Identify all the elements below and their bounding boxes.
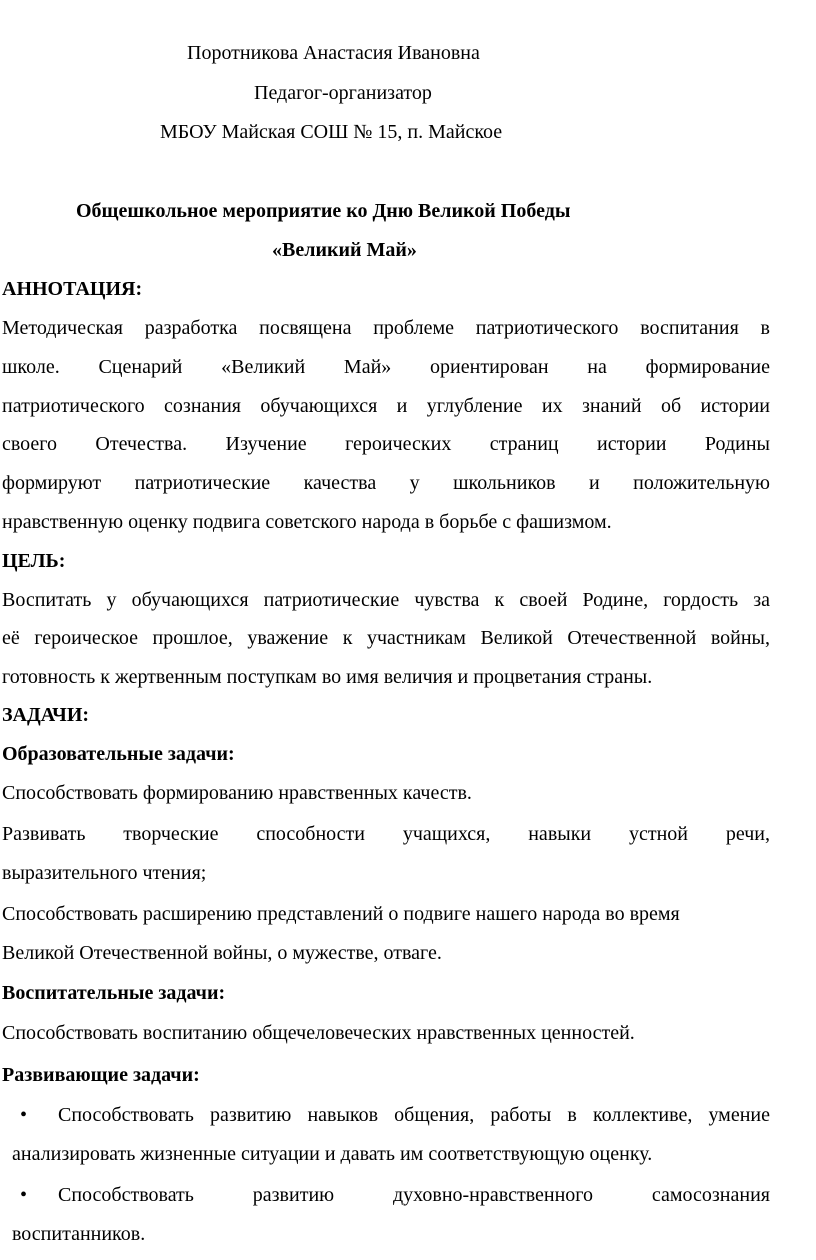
event-subtitle: «Великий Май»: [272, 239, 417, 261]
educational-task-item-cont: Великой Отечественной войны, о мужестве, отваге.: [2, 942, 442, 964]
annotation-line: своего Отечества. Изучение героических страниц истории Родины: [2, 433, 770, 455]
educational-task-item-cont: выразительного чтения;: [2, 862, 207, 884]
educational-task-item: Способствовать расширению представлений о подвиге нашего народа во время: [2, 903, 680, 925]
annotation-line: формируют патриотические качества у школьников и положительную: [2, 472, 770, 494]
author-position: Педагог-организатор: [254, 82, 432, 104]
educational-task-item: Способствовать формированию нравственных качеств.: [2, 782, 472, 804]
school-name: МБОУ Майская СОШ № 15, п. Майское: [160, 121, 503, 143]
goal-line: Воспитать у обучающихся патриотические чувства к своей Родине, гордость за: [2, 589, 770, 611]
developing-task-item-cont: анализировать жизненные ситуации и давать им соответствующую оценку.: [12, 1143, 653, 1165]
annotation-line: патриотического сознания обучающихся и углубление их знаний об истории: [2, 395, 770, 417]
annotation-line: нравственную оценку подвига советского народа в борьбе с фашизмом.: [2, 511, 612, 533]
educational-task-item: Развивать творческие способности учащихся, навыки устной речи,: [2, 823, 770, 845]
goal-line: готовность к жертвенным поступкам во имя величия и процветания страны.: [2, 666, 653, 688]
bullet-icon: •: [20, 1104, 28, 1126]
tasks-heading: ЗАДАЧИ:: [2, 704, 90, 726]
developing-task-item: Способствовать развитию навыков общения, работы в коллективе, умение: [58, 1104, 770, 1126]
goal-heading: ЦЕЛЬ:: [2, 550, 66, 572]
annotation-line: школе. Сценарий «Великий Май» ориентирован на формирование: [2, 356, 770, 378]
annotation-heading: АННОТАЦИЯ:: [2, 278, 143, 300]
upbringing-tasks-heading: Воспитательные задачи:: [2, 982, 226, 1004]
annotation-line: Методическая разработка посвящена проблеме патриотического воспитания в: [2, 317, 770, 339]
developing-tasks-heading: Развивающие задачи:: [2, 1064, 200, 1086]
bullet-icon: •: [20, 1184, 28, 1206]
upbringing-task-item: Способствовать воспитанию общечеловеческих нравственных ценностей.: [2, 1022, 635, 1044]
developing-task-item-cont: воспитанников.: [12, 1223, 146, 1245]
author-name: Поротникова Анастасия Ивановна: [187, 42, 480, 64]
event-title: Общешкольное мероприятие ко Дню Великой Победы: [76, 200, 571, 222]
goal-line: её героическое прошлое, уважение к участникам Великой Отечественной войны,: [2, 627, 770, 649]
educational-tasks-heading: Образовательные задачи:: [2, 743, 235, 765]
developing-task-item: Способствовать развитию духовно-нравственного самосознания: [58, 1184, 770, 1206]
